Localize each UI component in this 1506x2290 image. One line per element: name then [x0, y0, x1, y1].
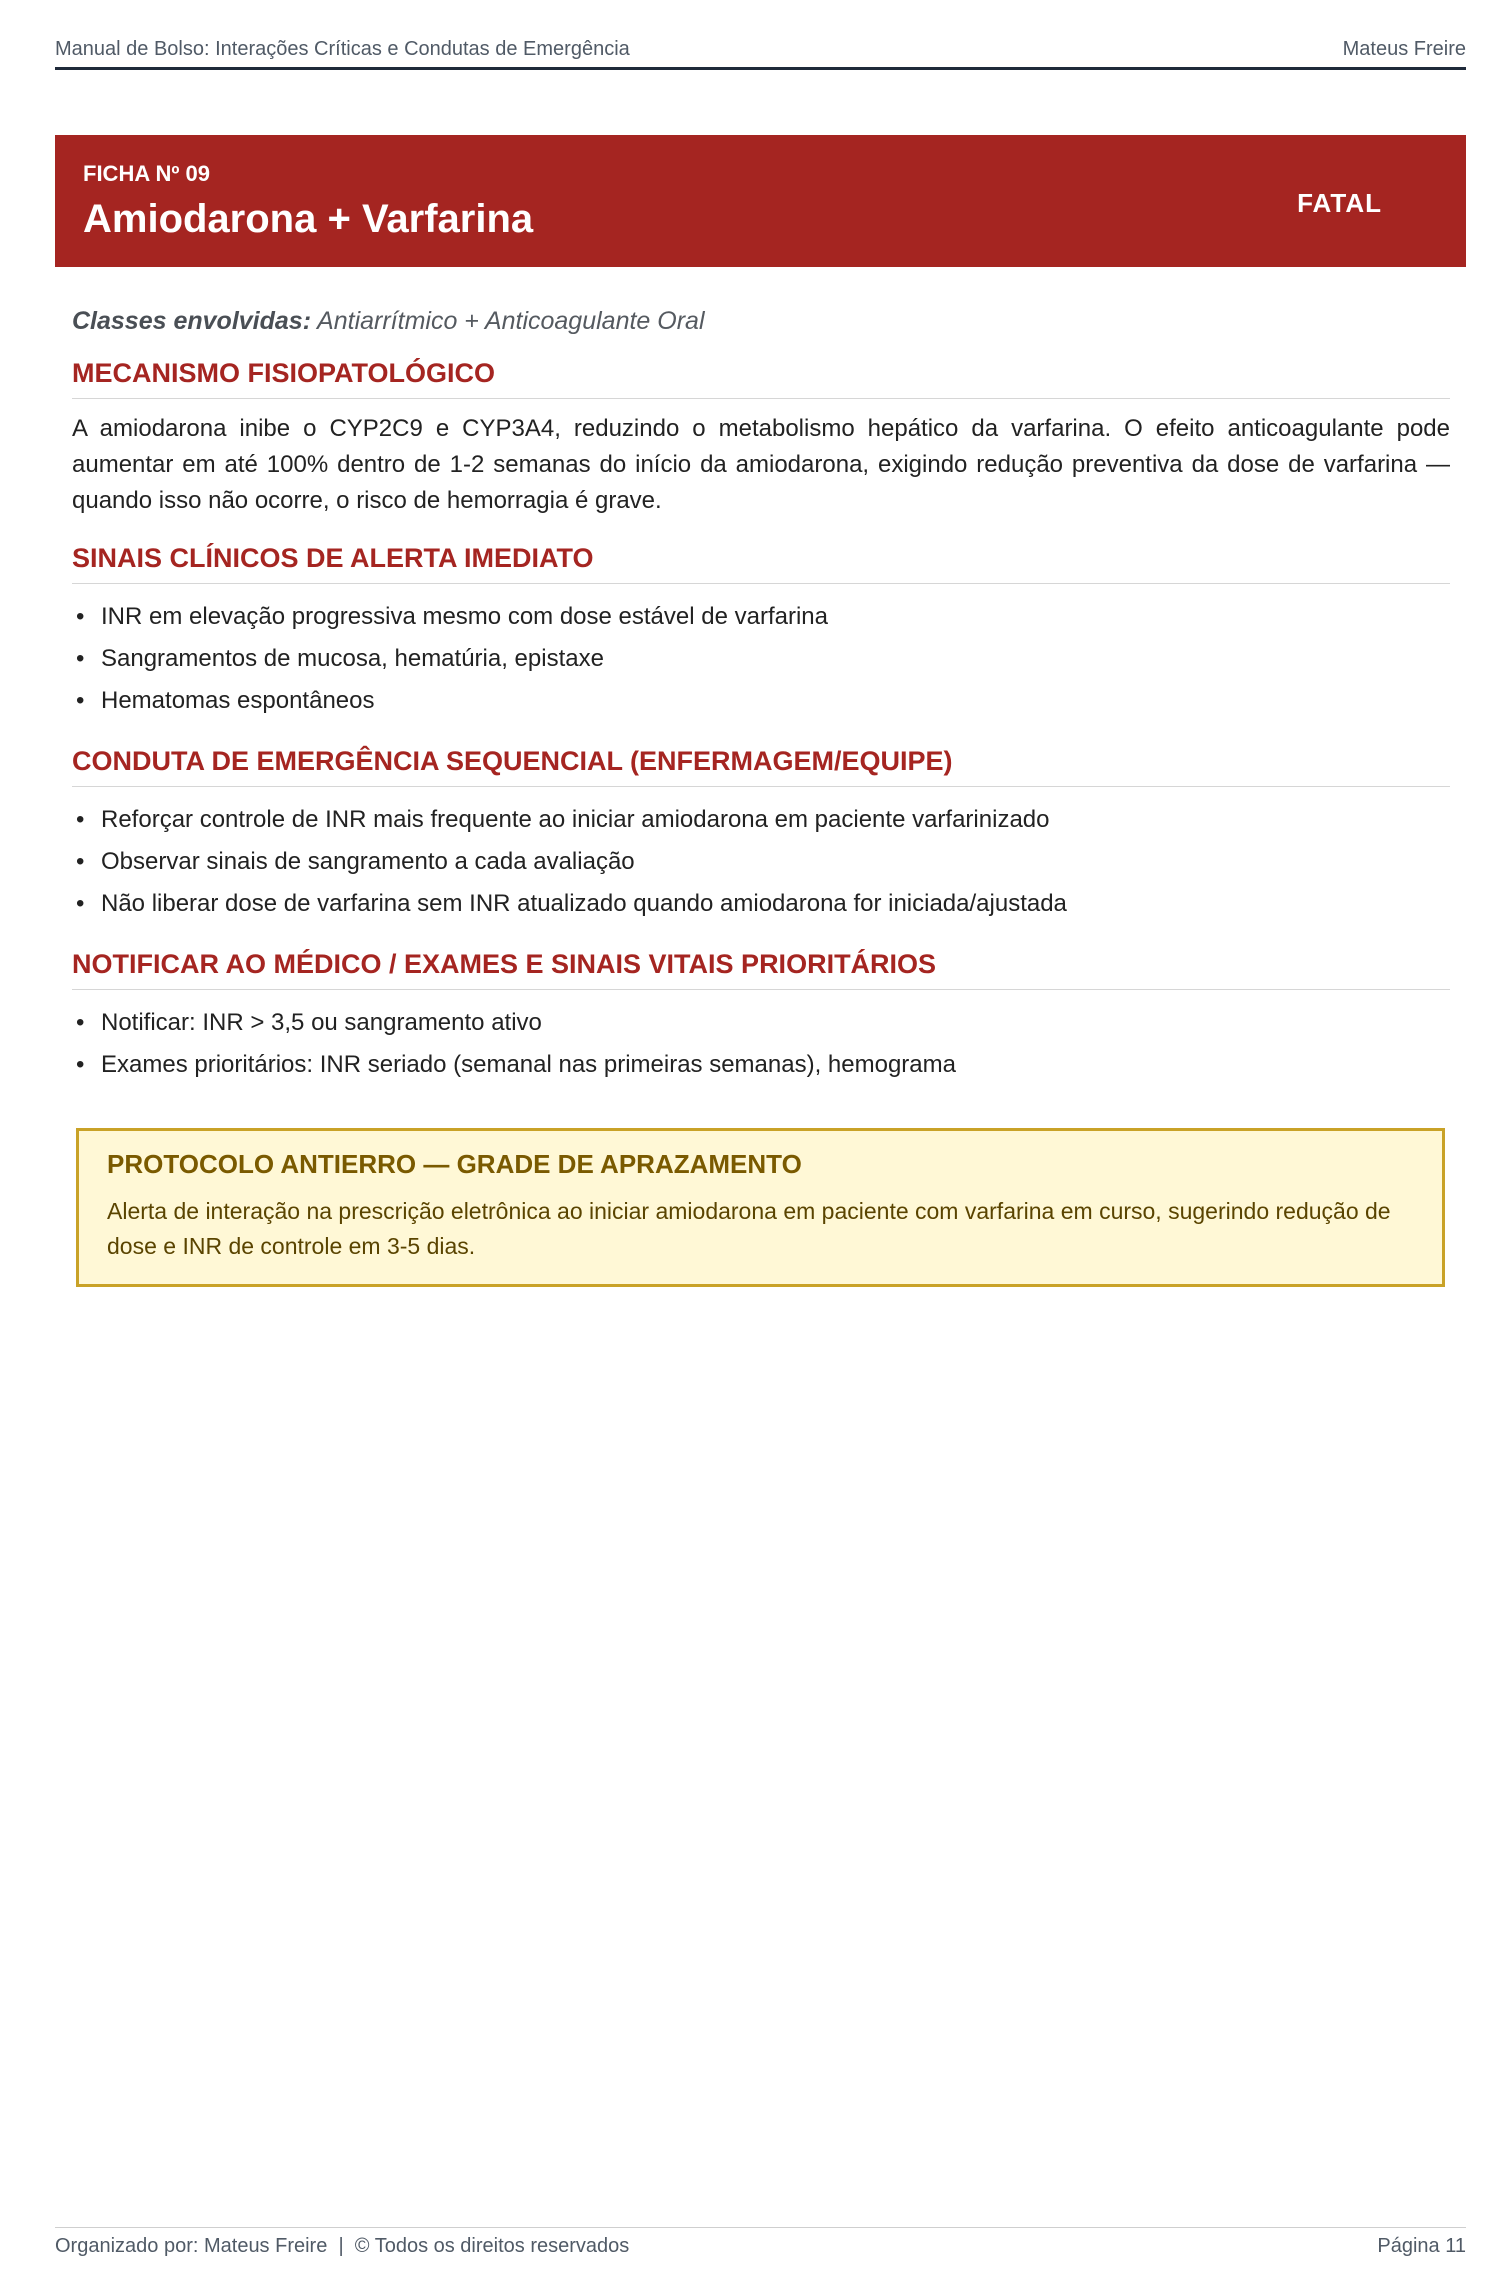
notify-heading: NOTIFICAR AO MÉDICO / EXAMES E SINAIS VITAIS PRIORITÁRIOS — [72, 949, 1450, 990]
drug-classes — [72, 307, 1450, 336]
protocol-box — [76, 1128, 1445, 1287]
list-item: • Notificar: INR > 3,5 ou sangramento ativo — [72, 1002, 1450, 1044]
mechanism-heading: MECANISMO FISIOPATOLÓGICO — [72, 358, 1450, 399]
list-item: • INR em elevação progressiva mesmo com dose estável de varfarina — [72, 596, 1450, 638]
list-item: • Observar sinais de sangramento a cada avaliação — [72, 841, 1450, 883]
protocol-text: Alerta de interação na prescrição eletrônica ao iniciar amiodarona em paciente com varfarina em curso, sugerindo redução de dose e INR de controle em 3-5 dias. — [107, 1198, 1391, 1259]
list-item: • Exames prioritários: INR seriado (semanal nas primeiras semanas), hemograma — [72, 1044, 1450, 1086]
classes-label: Classes envolvidas: — [72, 307, 312, 335]
signs-list — [72, 596, 1450, 722]
card-banner — [55, 135, 1466, 267]
footer-credits: Organizado por: Mateus Freire | © Todos os direitos reservados — [55, 2235, 630, 2257]
document-title: Manual de Bolso: Interações Críticas e Condutas de Emergência — [55, 38, 630, 60]
card-title: Amiodarona + Varfarina — [83, 197, 534, 241]
page-footer — [55, 2227, 1466, 2267]
list-item: • Sangramentos de mucosa, hematúria, epistaxe — [72, 638, 1450, 680]
signs-heading: SINAIS CLÍNICOS DE ALERTA IMEDIATO — [72, 543, 1450, 584]
header-author: Mateus Freire — [1342, 38, 1466, 60]
card-content — [72, 300, 1450, 1110]
notify-list — [72, 1002, 1450, 1086]
conduct-list — [72, 799, 1450, 925]
severity-badge: FATAL — [1297, 188, 1382, 218]
list-item: • Não liberar dose de varfarina sem INR atualizado quando amiodarona for iniciada/ajustada — [72, 883, 1450, 925]
classes-value: Antiarrítmico + Anticoagulante Oral — [317, 307, 705, 335]
conduct-heading: CONDUTA DE EMERGÊNCIA SEQUENCIAL (ENFERMAGEM/EQUIPE) — [72, 746, 1450, 787]
page-number: Página 11 — [1377, 2235, 1466, 2257]
page-header — [55, 38, 1466, 70]
protocol-title: PROTOCOLO ANTIERRO — GRADE DE APRAZAMENTO — [107, 1149, 802, 1179]
list-item: • Hematomas espontâneos — [72, 680, 1450, 722]
mechanism-text: A amiodarona inibe o CYP2C9 e CYP3A4, reduzindo o metabolismo hepático da varfarina. O efeito anticoagulante pode aumentar em até 100% dentro de 1-2 semanas do início da amiodarona, exigindo redução preventiva da dose de varfarina — quando isso não ocorre, o risco de hemorragia é grave. — [72, 415, 1450, 514]
card-number: FICHA Nº 09 — [83, 161, 211, 186]
list-item: • Reforçar controle de INR mais frequente ao iniciar amiodarona em paciente varfarinizado — [72, 799, 1450, 841]
